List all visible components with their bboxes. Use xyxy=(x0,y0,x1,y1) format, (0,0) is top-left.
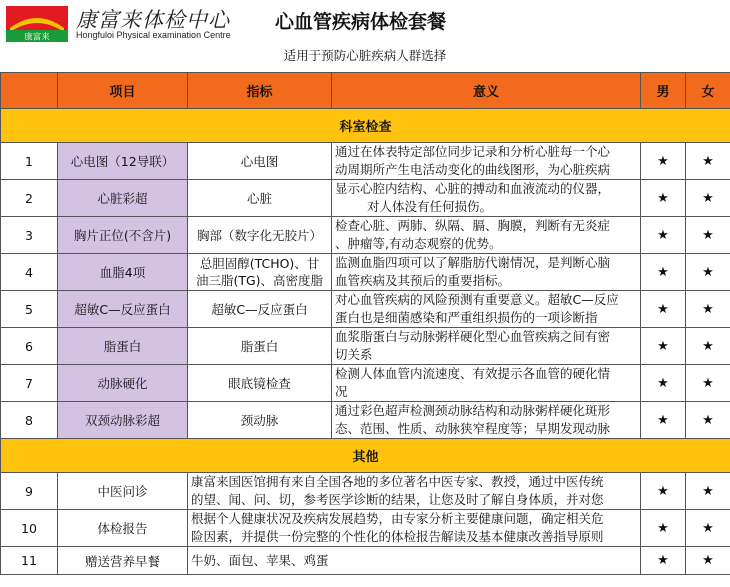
row-number: 2 xyxy=(1,180,58,217)
indicator-line: 超敏C—反应蛋白 xyxy=(211,301,308,317)
male-star: ★ xyxy=(641,254,686,291)
table-row xyxy=(1,143,730,180)
row-number: 8 xyxy=(1,402,58,439)
row-item: 血脂4项 xyxy=(58,254,188,291)
row-meaning xyxy=(332,217,641,254)
row-indicator xyxy=(188,365,332,402)
table-row xyxy=(1,547,730,575)
table-row xyxy=(1,473,730,510)
table-row xyxy=(1,254,730,291)
male-star: ★ xyxy=(641,328,686,365)
meaning-line: 牛奶、面包、苹果、鸡蛋 xyxy=(191,552,329,568)
row-number: 3 xyxy=(1,217,58,254)
meaning-line: 对人体没有任何损伤。 xyxy=(367,199,493,214)
meaning-line: 蛋白也是细菌感染和严重组织损伤的一项诊断指 xyxy=(335,310,598,325)
brand-logo xyxy=(6,6,68,42)
meaning-line: 、肿瘤等,有动态观察的优势。 xyxy=(335,236,502,251)
meaning-line: 显示心腔内结构、心脏的搏动和血液流动的仪器， xyxy=(335,181,611,196)
meaning-line: 对心血管疾病的风险预测有重要意义。超敏C—反应 xyxy=(335,292,619,307)
indicator-line: 胸部（数字化无胶片） xyxy=(196,227,322,243)
male-star: ★ xyxy=(641,510,686,547)
meaning-line: 血浆脂蛋白与动脉粥样硬化型心血管疾病之间有密 xyxy=(335,329,611,344)
meaning-line: 态、范围、性质、动脉狭窄程度等；早期发现动脉 xyxy=(335,421,611,436)
female-star: ★ xyxy=(686,143,730,180)
meaning-line: 血管疾病及其预后的重要指标。 xyxy=(335,273,511,288)
female-star: ★ xyxy=(686,180,730,217)
row-meaning xyxy=(332,402,641,439)
meaning-line: 的望、闻、问、切，参考医学诊断的结果，让您及时了解自身体质，并对您 xyxy=(191,492,604,507)
male-star: ★ xyxy=(641,291,686,328)
female-star: ★ xyxy=(686,510,730,547)
row-indicator xyxy=(188,291,332,328)
female-star: ★ xyxy=(686,217,730,254)
row-indicator xyxy=(188,328,332,365)
row-item: 动脉硬化 xyxy=(58,365,188,402)
female-star: ★ xyxy=(686,473,730,510)
meaning-line: 险因素，并提供一份完整的个性化的体检报告解读及基本健康改善指导原则 xyxy=(191,529,604,544)
package-table xyxy=(0,72,730,575)
meaning-line: 况 xyxy=(335,384,348,399)
header-indicator: 指标 xyxy=(188,73,332,109)
header-male: 男 xyxy=(641,73,686,109)
indicator-line: 总胆固醇(TCHO)、甘 xyxy=(199,256,320,271)
row-number: 11 xyxy=(1,547,58,575)
page-subtitle: 适用于预防心脏疾病人群选择 xyxy=(283,48,447,63)
male-star: ★ xyxy=(641,402,686,439)
row-meaning xyxy=(188,473,641,510)
section-title: 其他 xyxy=(1,439,730,473)
female-star: ★ xyxy=(686,402,730,439)
indicator-line: 心电图 xyxy=(240,153,279,169)
table-row xyxy=(1,510,730,547)
row-number: 10 xyxy=(1,510,58,547)
brand-name: 康富来体检中心 xyxy=(76,8,230,32)
male-star: ★ xyxy=(641,365,686,402)
row-item: 心脏彩超 xyxy=(58,180,188,217)
header-meaning: 意义 xyxy=(332,73,641,109)
section-row xyxy=(1,439,730,473)
female-star: ★ xyxy=(686,328,730,365)
row-meaning xyxy=(332,365,641,402)
row-number: 1 xyxy=(1,143,58,180)
page-title: 心血管疾病体检套餐 xyxy=(275,11,447,33)
row-item: 体检报告 xyxy=(58,510,188,547)
table-row xyxy=(1,365,730,402)
row-meaning xyxy=(188,547,641,575)
header-item: 项目 xyxy=(58,73,188,109)
row-item: 脂蛋白 xyxy=(58,328,188,365)
row-indicator xyxy=(188,180,332,217)
meaning-line: 切关系 xyxy=(335,347,373,362)
row-meaning xyxy=(332,180,641,217)
table-row xyxy=(1,217,730,254)
table-row xyxy=(1,291,730,328)
row-meaning xyxy=(332,291,641,328)
indicator-line: 脂蛋白 xyxy=(240,338,279,354)
row-indicator xyxy=(188,143,332,180)
table-header-row xyxy=(1,73,730,109)
row-number: 5 xyxy=(1,291,58,328)
table-row xyxy=(1,328,730,365)
header-female: 女 xyxy=(686,73,730,109)
male-star: ★ xyxy=(641,547,686,575)
meaning-line: 通过彩色超声检测颈动脉结构和动脉粥样硬化斑形 xyxy=(335,403,611,418)
male-star: ★ xyxy=(641,180,686,217)
logo-badge-text: 康富来 xyxy=(24,32,50,42)
row-indicator xyxy=(188,254,332,291)
meaning-line: 康富来国医馆拥有来自全国各地的多位著名中医专家、教授，通过中医传统 xyxy=(191,474,604,489)
male-star: ★ xyxy=(641,143,686,180)
section-row xyxy=(1,109,730,143)
header-number xyxy=(1,73,58,109)
row-number: 7 xyxy=(1,365,58,402)
meaning-line: 根据个人健康状况及疾病发展趋势，由专家分析主要健康问题，确定相关危 xyxy=(191,511,604,526)
row-meaning xyxy=(188,510,641,547)
row-item: 赠送营养早餐 xyxy=(58,547,188,575)
meaning-line: 检查心脏、两肺、纵隔、膈、胸膜，判断有无炎症 xyxy=(335,218,611,233)
row-item: 中医问诊 xyxy=(58,473,188,510)
meaning-line: 检测人体血管内流速度、有效提示各血管的硬化情 xyxy=(335,366,611,381)
indicator-line: 心脏 xyxy=(246,190,272,206)
row-number: 4 xyxy=(1,254,58,291)
female-star: ★ xyxy=(686,547,730,575)
male-star: ★ xyxy=(641,217,686,254)
table-row xyxy=(1,402,730,439)
meaning-line: 监测血脂四项可以了解脂肪代谢情况，是判断心脑 xyxy=(335,255,611,270)
row-item: 心电图（12导联） xyxy=(58,143,188,180)
meaning-line: 动周期所产生电活动变化的曲线图形，为心脏疾病 xyxy=(335,162,611,177)
row-meaning xyxy=(332,328,641,365)
male-star: ★ xyxy=(641,473,686,510)
row-indicator xyxy=(188,217,332,254)
row-number: 9 xyxy=(1,473,58,510)
row-number: 6 xyxy=(1,328,58,365)
row-item: 双颈动脉彩超 xyxy=(58,402,188,439)
page-header xyxy=(0,0,730,72)
row-item: 胸片正位(不含片) xyxy=(58,217,188,254)
indicator-line: 眼底镜检查 xyxy=(228,375,291,391)
meaning-line: 通过在体表特定部位同步记录和分析心脏每一个心 xyxy=(335,144,611,159)
indicator-line: 颈动脉 xyxy=(240,412,279,428)
section-title: 科室检查 xyxy=(1,109,730,143)
row-indicator xyxy=(188,402,332,439)
female-star: ★ xyxy=(686,365,730,402)
table-row xyxy=(1,180,730,217)
row-item: 超敏C—反应蛋白 xyxy=(58,291,188,328)
indicator-line: 油三脂(TG)、高密度脂 xyxy=(195,273,324,288)
brand-name-english: Hongfuloi Physical examination Centre xyxy=(76,30,231,40)
female-star: ★ xyxy=(686,291,730,328)
row-meaning xyxy=(332,143,641,180)
row-meaning xyxy=(332,254,641,291)
female-star: ★ xyxy=(686,254,730,291)
